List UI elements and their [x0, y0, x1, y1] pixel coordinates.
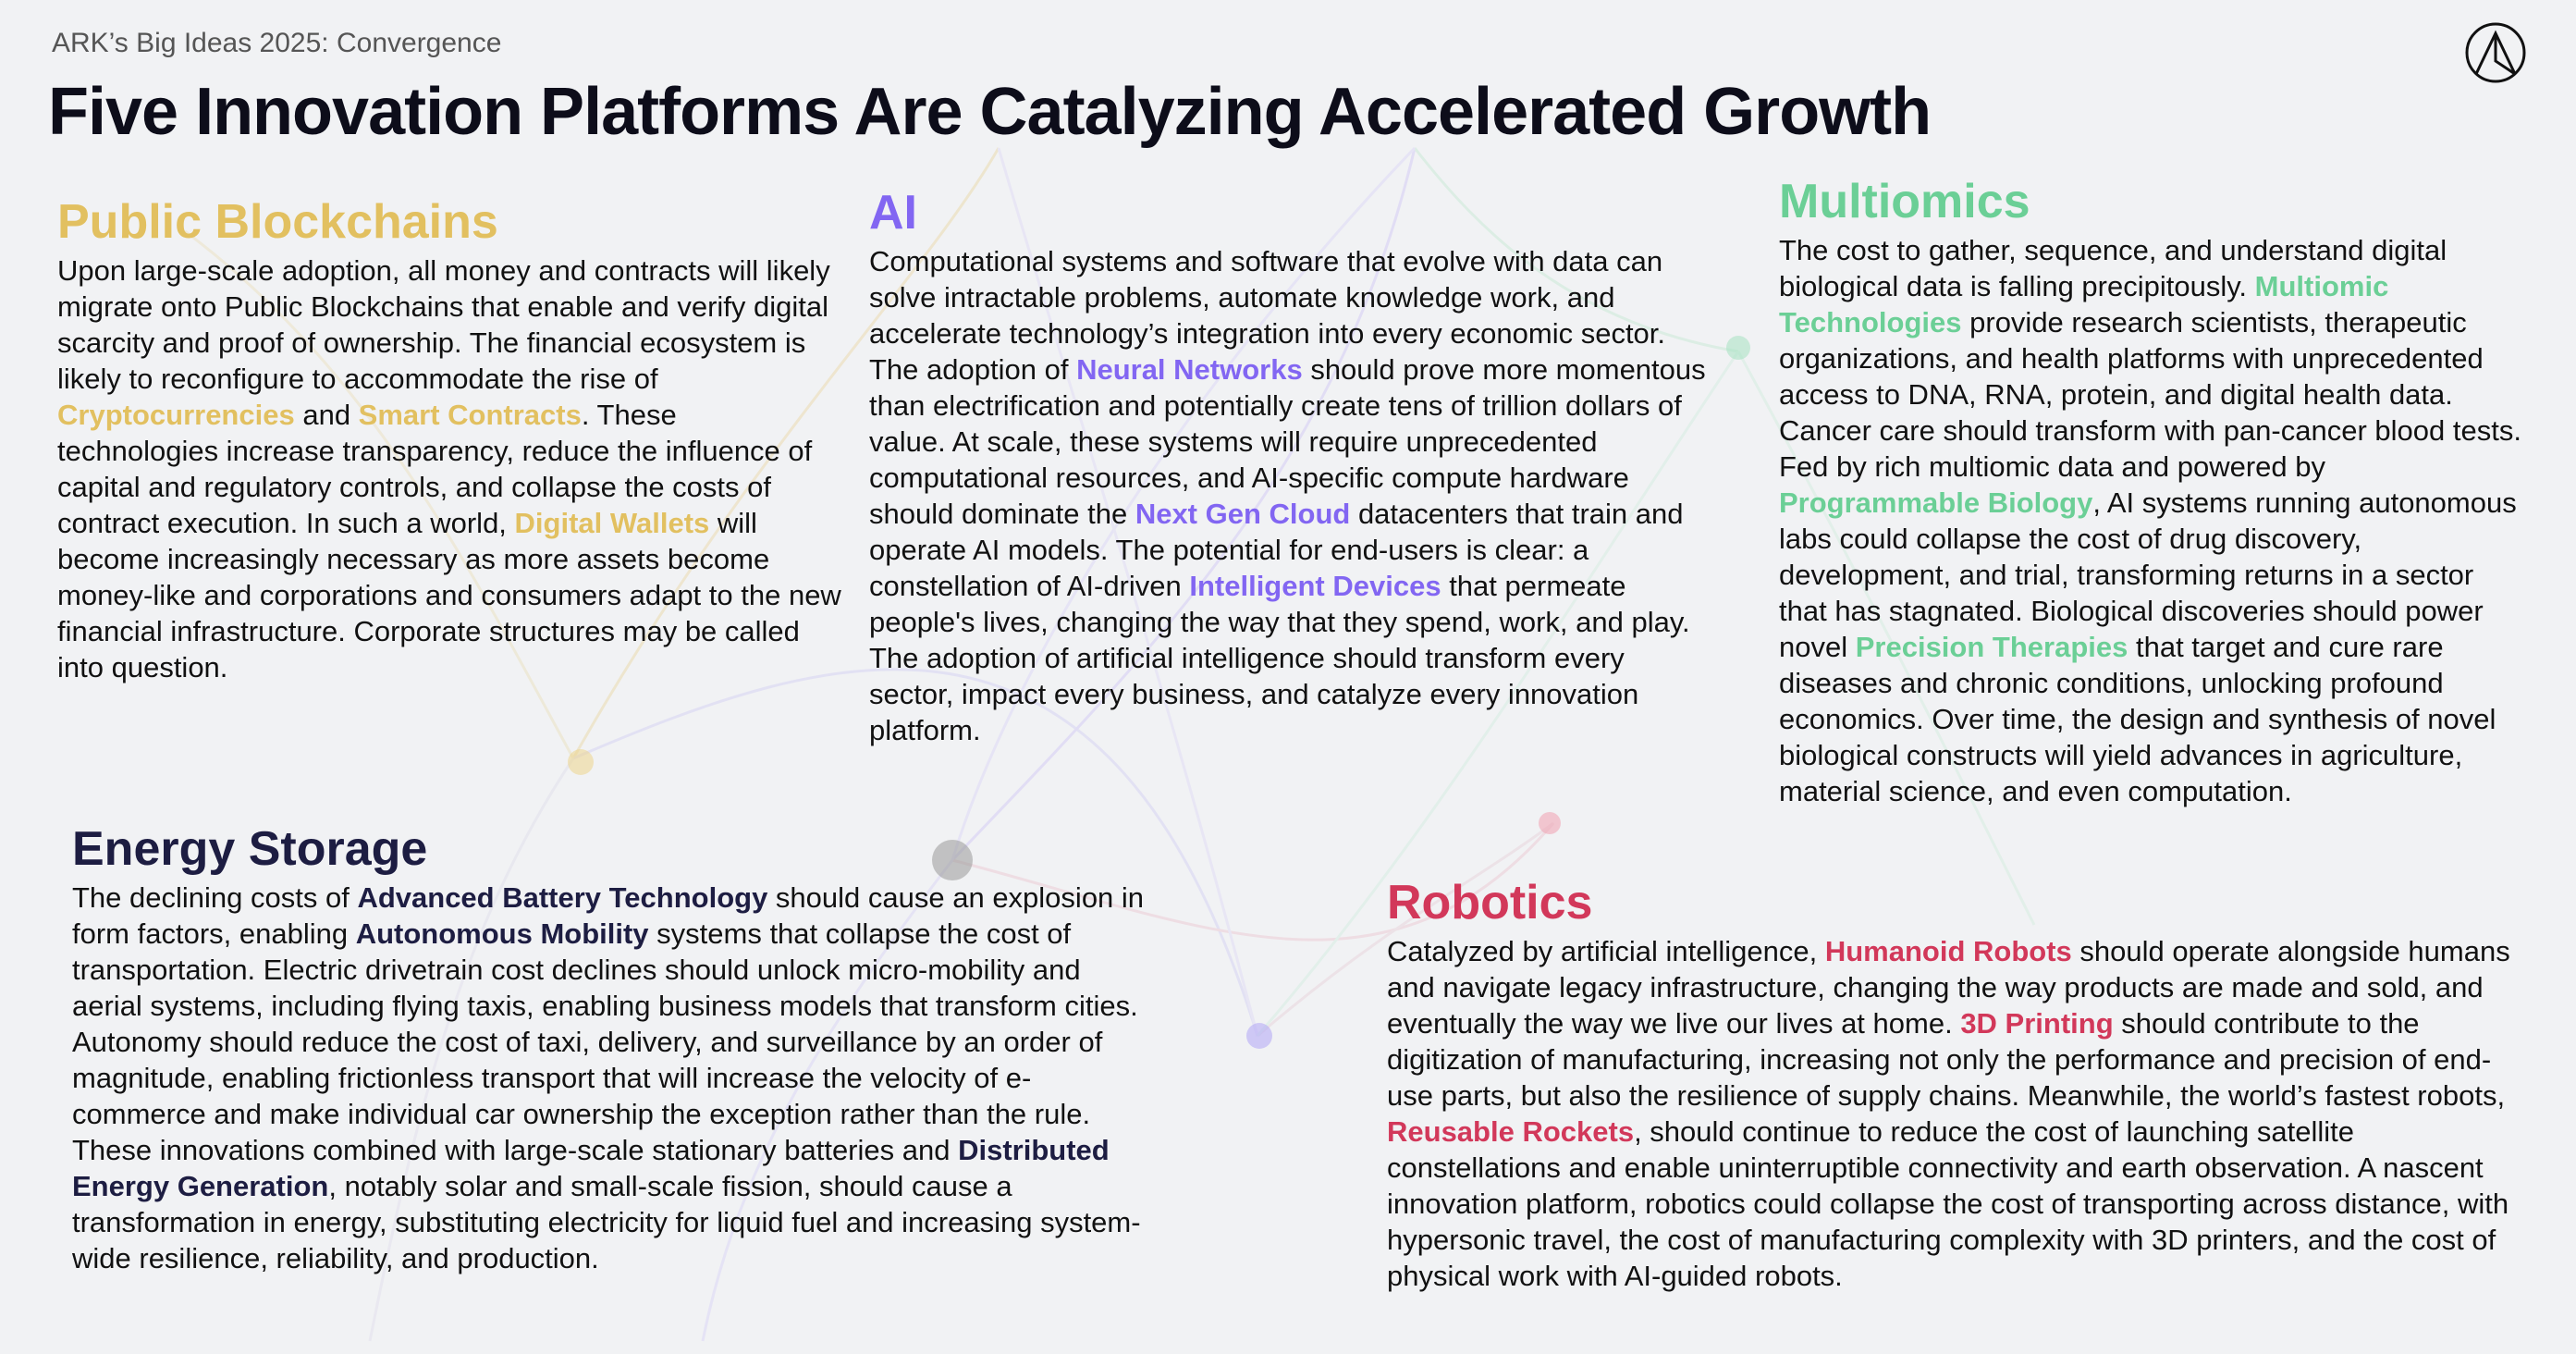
ark-logo-icon [2463, 20, 2528, 85]
platform-description [1779, 232, 2528, 809]
text-segment: provide research scientists, therapeutic organizations, and health platforms with unprecedented access to DNA, RNA, protein, and digital health data. Cancer care should transform with pan-cancer blood tests. Fed by rich multiomic data and powered by [1779, 306, 2521, 484]
keyword-reusable-rockets: Reusable Rockets [1387, 1115, 1635, 1149]
platform-description [57, 252, 843, 685]
text-segment: will become increasingly necessary as more assets become money-like and corporations and consumers adapt to the new financial infrastructure. Corporate structures may be called into question. [57, 507, 841, 684]
text-segment: should cause an explosion in form factors, enabling [72, 881, 1145, 951]
keyword-humanoid-robots: Humanoid Robots [1824, 935, 2072, 968]
text-segment: , AI systems running autonomous labs could collapse the cost of drug discovery, development, and trial, transforming returns in a sector that has stagnated. Biological discoveries should power novel [1779, 486, 2517, 664]
platform-multiomics [1779, 176, 2528, 809]
platform-title: Public Blockchains [57, 195, 498, 249]
keyword-cryptocurrencies: Cryptocurrencies [57, 399, 295, 432]
series-label: ARK’s Big Ideas 2025: Convergence [52, 28, 502, 58]
platform-public-blockchains [57, 196, 843, 685]
platform-description [1387, 933, 2533, 1294]
text-segment: The cost to gather, sequence, and understand digital biological data is falling precipitously. [1779, 234, 2447, 303]
keyword-autonomous-mobility: Autonomous Mobility [355, 917, 649, 951]
text-segment: The declining costs of [72, 881, 358, 915]
text-segment: that permeate people's lives, changing the way that they spend, work, and play. The adoption of artificial intelligence should transform every sector, impact every business, and catalyze every innovation platform. [869, 570, 1690, 747]
keyword-distributed-energy-generation: Distributed Energy Generation [72, 1134, 1110, 1203]
text-segment: , notably solar and small-scale fission, should cause a transformation in energy, substituting electricity for liquid fuel and increasing system-wide resilience, reliability, and production. [72, 1170, 1141, 1275]
text-segment: Computational systems and software that evolve with data can solve intractable problems, automate knowledge work, and accelerate technology’s integration into every economic sector. The adoption of [869, 245, 1666, 387]
platform-energy-storage [72, 823, 1145, 1276]
keyword-advanced-battery-technology: Advanced Battery Technology [357, 881, 768, 915]
keyword-programmable-biology: Programmable Biology [1779, 486, 2093, 520]
platform-description [869, 243, 1711, 748]
keyword-3d-printing: 3D Printing [1960, 1007, 2114, 1040]
keyword-smart-contracts: Smart Contracts [358, 399, 582, 432]
text-segment: datacenters that train and operate AI models. The potential for end-users is clear: a constellation of AI-driven [869, 498, 1684, 603]
keyword-intelligent-devices: Intelligent Devices [1189, 570, 1441, 603]
keyword-precision-therapies: Precision Therapies [1855, 631, 2128, 664]
keyword-multiomic-technologies: Multiomic Technologies [1779, 270, 2389, 339]
text-segment: should prove more momentous than electrification and potentially create tens of trillion dollars of value. At scale, these systems will require unprecedented computational resources, and AI-specific compute hardware should dominate the [869, 353, 1706, 531]
platform-title: AI [869, 186, 917, 240]
platform-ai [869, 187, 1711, 748]
platform-title: Multiomics [1779, 175, 2030, 228]
text-segment: should contribute to the digitization of manufacturing, increasing not only the performance and precision of end-use parts, but also the resilience of supply chains. Meanwhile, the world’s fastest robots, [1387, 1007, 2506, 1113]
text-segment: and [294, 399, 359, 432]
text-segment: should operate alongside humans and navigate legacy infrastructure, changing the way products are made and sold, and eventually the way we live our lives at home. [1387, 935, 2510, 1040]
text-segment: , should continue to reduce the cost of launching satellite constellations and enable uninterruptible connectivity and earth observation. A nascent innovation platform, robotics could collapse the cost of transporting across distance, with hypersonic travel, the cost of manufacturing complexity with 3D printers, and the cost of physical work with AI-guided robots. [1387, 1115, 2509, 1293]
platform-title: Robotics [1387, 876, 1593, 929]
platform-robotics [1387, 877, 2533, 1294]
platform-title: Energy Storage [72, 822, 428, 876]
text-segment: Upon large-scale adoption, all money and contracts will likely migrate onto Public Blockchains that enable and verify digital scarcity and proof of ownership. The financial ecosystem is likely to reconfigure to accommodate the rise of [57, 254, 830, 396]
text-segment: that target and cure rare diseases and chronic conditions, unlocking profound economics. Over time, the design and synthesis of novel biological constructs will yield advances in agriculture, material science, and even computation. [1779, 631, 2496, 808]
keyword-next-gen-cloud: Next Gen Cloud [1135, 498, 1351, 531]
text-segment: Catalyzed by artificial intelligence, [1387, 935, 1825, 968]
page-title: Five Innovation Platforms Are Catalyzing Accelerated Growth [48, 75, 1932, 149]
text-segment: . These technologies increase transparency, reduce the influence of capital and regulatory controls, and collapse the costs of contract execution. In such a world, [57, 399, 813, 540]
platform-description [72, 880, 1145, 1276]
keyword-neural-networks: Neural Networks [1076, 353, 1303, 387]
text-segment: systems that collapse the cost of transportation. Electric drivetrain cost declines should unlock micro-mobility and aerial systems, including flying taxis, enabling business models that transform cities. Autonomy should reduce the cost of taxi, delivery, and surveillance by an order of magnitude, enabling frictionless transport that will increase the velocity of e-commerce and make individual car ownership the exception rather than the rule. These innovations combined with large-scale stationary batteries and [72, 917, 1138, 1167]
keyword-digital-wallets: Digital Wallets [514, 507, 710, 540]
